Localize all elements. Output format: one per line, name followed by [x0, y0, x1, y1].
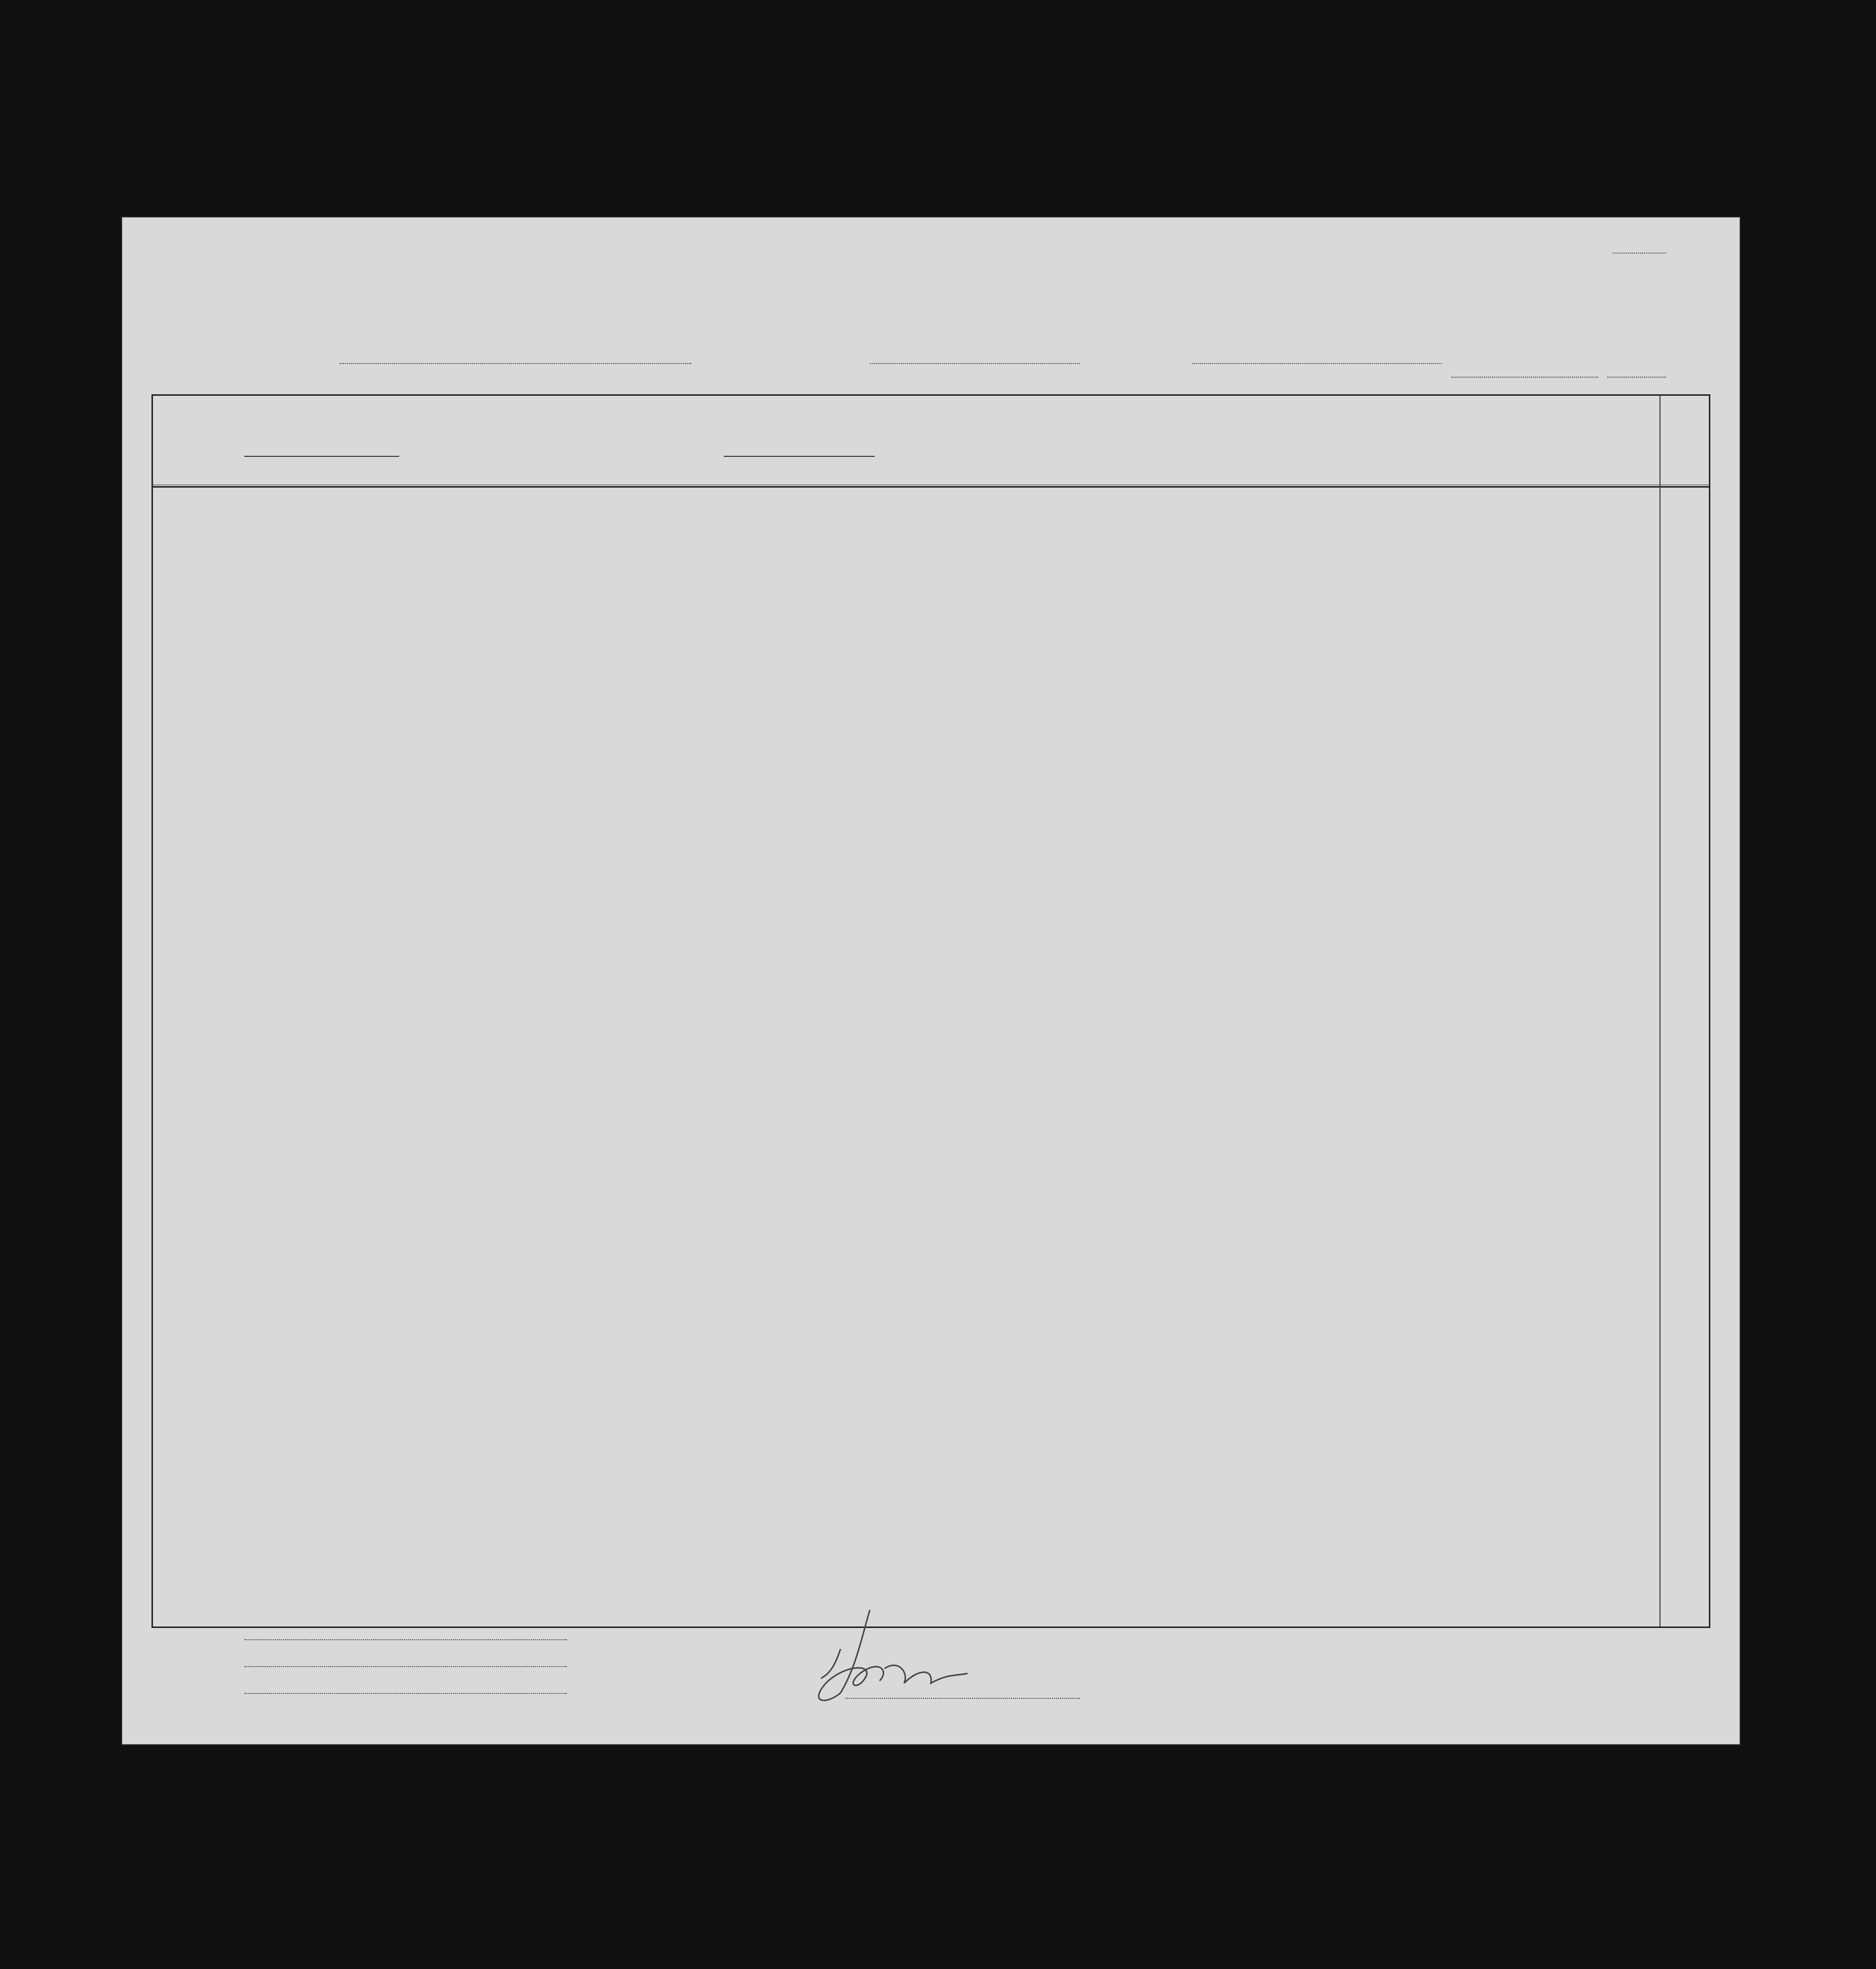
manifest-sheet	[122, 217, 1740, 1744]
port-of-arrival	[1192, 363, 1442, 364]
header-race	[1035, 406, 1125, 442]
header-length-of-service	[554, 406, 625, 425]
port-of-departure	[870, 363, 1080, 364]
owners-value	[244, 1666, 567, 1667]
header-height	[1213, 406, 1258, 442]
agents-value	[244, 1693, 567, 1694]
inspector-signature	[713, 1600, 987, 1712]
header-remarks	[1398, 406, 1564, 419]
header-weight	[1258, 406, 1305, 442]
header-physical-marks	[1305, 406, 1398, 425]
header-shipped-or-engaged	[724, 406, 875, 423]
vessel-name	[340, 363, 691, 364]
header-able-to-read	[920, 406, 963, 425]
header-age	[963, 406, 998, 442]
header-sex	[998, 406, 1035, 442]
year-field	[1451, 363, 1705, 382]
header-position	[625, 406, 724, 428]
header-name-in-full	[244, 406, 554, 423]
header-inspector-action	[1564, 406, 1660, 419]
crew-manifest-table	[151, 394, 1710, 1628]
header-nationality	[1125, 406, 1213, 442]
line-value	[244, 1639, 567, 1640]
sheet-number	[1613, 253, 1666, 254]
sheet-number-block	[1613, 242, 1666, 257]
